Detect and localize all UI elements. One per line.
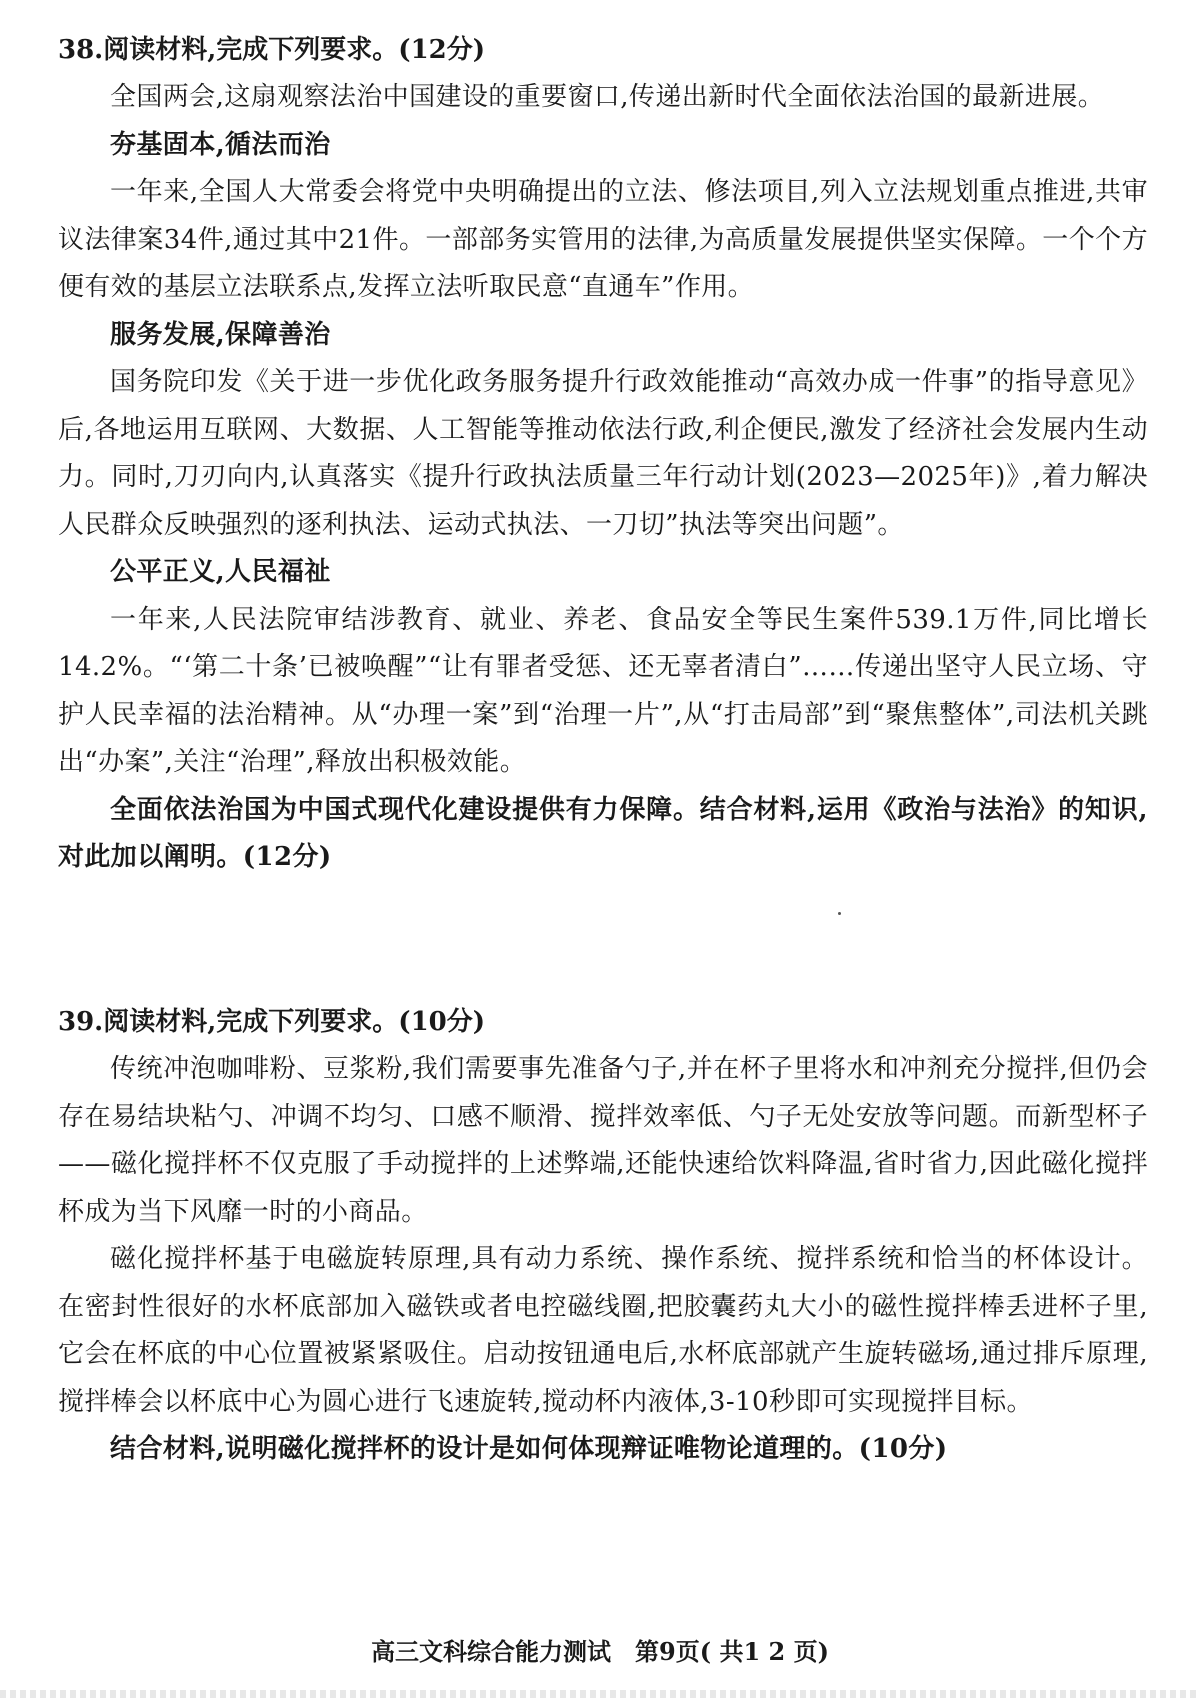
- question-39-task: 结合材料,说明磁化搅拌杯的设计是如何体现辩证唯物论道理的。(10分): [110, 1434, 948, 1464]
- question-39-title: 39.阅读材料,完成下列要求。(10分): [58, 1007, 486, 1037]
- question-38-paragraph-2: 国务院印发《关于进一步优化政务服务提升行政效能推动“高效办成一件事”的指导意见》后,各地运用互联网、大数据、人工智能等推动依法行政,利企便民,激发了经济社会发展内生动力。同时,刀刃向内,认真落实《提升行政执法质量三年行动计划(2023—2025年)》,着力解决人民群众反映强烈的逐利执法、运动式执法、一刀切”执法等突出问题”。: [58, 367, 1148, 540]
- question-38-paragraph-1: 一年来,全国人大常委会将党中央明确提出的立法、修法项目,列入立法规划重点推进,共审议法律案34件,通过其中21件。一部部务实管用的法律,为高质量发展提供坚实保障。一个个方便有效的基层立法联系点,发挥立法听取民意“直通车”作用。: [58, 177, 1148, 302]
- question-39-paragraph-2: 磁化搅拌杯基于电磁旋转原理,具有动力系统、操作系统、搅拌系统和恰当的杯体设计。在密封性很好的水杯底部加入磁铁或者电控磁线圈,把胶囊药丸大小的磁性搅拌棒丢进杯子里,它会在杯底的中心位置被紧紧吸住。启动按钮通电后,水杯底部就产生旋转磁场,通过排斥原理,搅拌棒会以杯底中心为圆心进行飞速旋转,搅动杯内液体,3-10秒即可实现搅拌目标。: [58, 1244, 1148, 1417]
- question-39-body: [58, 1046, 1148, 1474]
- question-38-heading-3: 公平正义,人民福祉: [110, 557, 331, 587]
- question-38-paragraph-3: 一年来,人民法院审结涉教育、就业、养老、食品安全等民生案件539.1万件,同比增长14.2%。“‘第二十条’已被唤醒”“让有罪者受惩、还无辜者清白”……传递出坚守人民立场、守护人民幸福的法治精神。从“办理一案”到“治理一片”,从“打击局部”到“聚焦整体”,司法机关跳出“办案”,关注“治理”,释放出积极效能。: [58, 604, 1148, 777]
- question-38-body: [58, 74, 1148, 882]
- question-38-heading-2: 服务发展,保障善治: [110, 319, 331, 350]
- question-38-heading-1: 夯基固本,循法而治: [110, 129, 331, 160]
- scan-speck: [838, 912, 841, 915]
- question-38-title: 38.阅读材料,完成下列要求。(12分): [58, 35, 486, 65]
- question-38-intro: 全国两会,这扇观察法治中国建设的重要窗口,传递出新时代全面依法治国的最新进展。: [110, 82, 1105, 112]
- question-38-task: 全面依法治国为中国式现代化建设提供有力保障。结合材料,运用《政治与法治》的知识,对此加以阐明。(12分): [58, 794, 1148, 872]
- scan-bottom-edge: [0, 1690, 1200, 1698]
- page-footer: 高三文科综合能力测试 第9页( 共1 2 页): [371, 1637, 829, 1666]
- question-39-paragraph-1: 传统冲泡咖啡粉、豆浆粉,我们需要事先准备勺子,并在杯子里将水和冲剂充分搅拌,但仍会存在易结块粘勺、冲调不均匀、口感不顺滑、搅拌效率低、勺子无处安放等问题。而新型杯子——磁化搅拌杯不仅克服了手动搅拌的上述弊端,还能快速给饮料降温,省时省力,因此磁化搅拌杯成为当下风靡一时的小商品。: [58, 1054, 1148, 1227]
